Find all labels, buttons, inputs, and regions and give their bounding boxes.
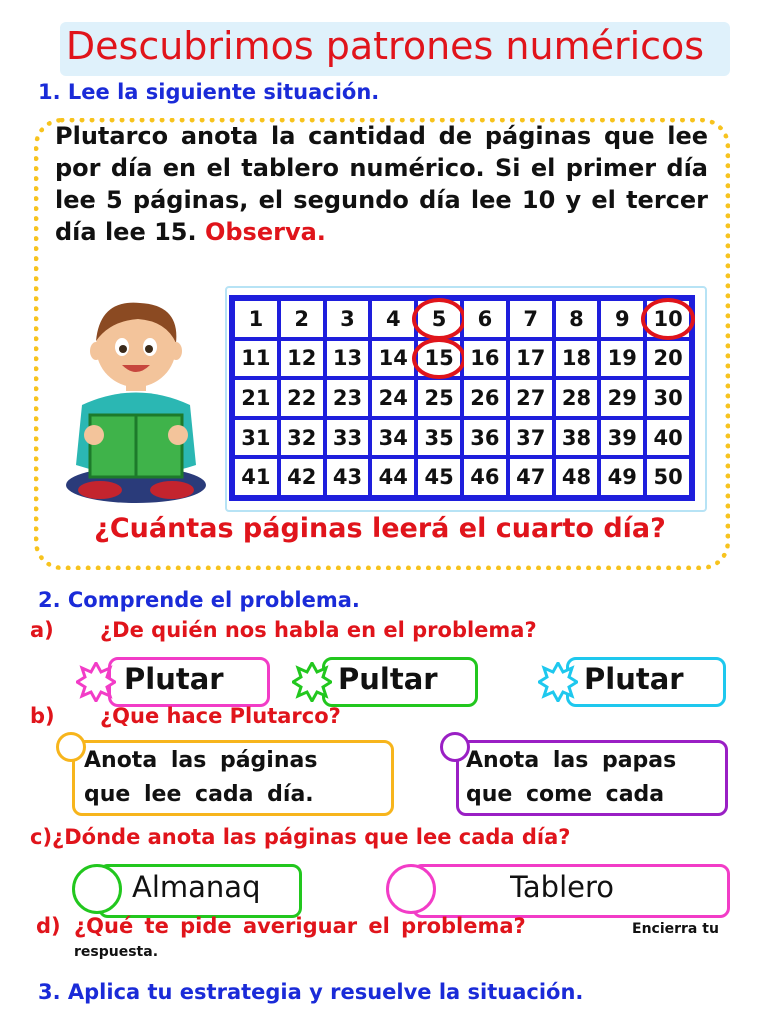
board-cell: 42: [281, 459, 323, 495]
board-cell: 1: [235, 301, 277, 337]
board-cell: 47: [510, 459, 552, 495]
starburst-pink-icon[interactable]: [76, 662, 116, 702]
board-cell: 4: [372, 301, 414, 337]
board-cell: 6: [464, 301, 506, 337]
board-cell: 9: [601, 301, 643, 337]
board-cell: 17: [510, 341, 552, 377]
option-b1-circle[interactable]: [56, 732, 86, 762]
board-cell: 5: [418, 301, 460, 337]
board-cell: 45: [418, 459, 460, 495]
board-cell: 24: [372, 380, 414, 416]
board-cell: 11: [235, 341, 277, 377]
board-cell: 26: [464, 380, 506, 416]
board-cell: 41: [235, 459, 277, 495]
board-cell: 39: [601, 420, 643, 456]
question-b-letter: b): [30, 704, 55, 728]
option-c1-circle[interactable]: [72, 864, 122, 914]
board-cell: 40: [647, 420, 689, 456]
board-cell: 43: [327, 459, 369, 495]
question-b-text: ¿Que hace Plutarco?: [100, 704, 341, 728]
board-cell: 12: [281, 341, 323, 377]
board-cell: 48: [556, 459, 598, 495]
board-cell: 36: [464, 420, 506, 456]
board-cell: 29: [601, 380, 643, 416]
board-cell: 20: [647, 341, 689, 377]
board-cell: 50: [647, 459, 689, 495]
option-a1-label: Plutar: [124, 662, 224, 696]
board-cell: 15: [418, 341, 460, 377]
number-board: [229, 295, 695, 501]
board-cell: 35: [418, 420, 460, 456]
observe-label: Observa.: [204, 218, 326, 246]
board-cell: 34: [372, 420, 414, 456]
board-cell: 28: [556, 380, 598, 416]
board-cell: 33: [327, 420, 369, 456]
option-a2-label: Pultar: [338, 662, 438, 696]
question-a-text: ¿De quién nos habla en el problema?: [100, 618, 537, 642]
option-a3-label: Plutar: [584, 662, 684, 696]
board-cell: 38: [556, 420, 598, 456]
board-cell: 3: [327, 301, 369, 337]
page-title: Descubrimos patrones numéricos: [65, 24, 705, 68]
question-d-note-2: respuesta.: [74, 944, 159, 960]
main-question: ¿Cuántas páginas leerá el cuarto día?: [94, 513, 666, 544]
question-d-text: ¿Qué te pide averiguar el problema?: [74, 914, 526, 938]
board-cell: 10: [647, 301, 689, 337]
option-c2-circle[interactable]: [386, 864, 436, 914]
board-cell: 49: [601, 459, 643, 495]
board-cell: 32: [281, 420, 323, 456]
board-cell: 18: [556, 341, 598, 377]
board-cell: 22: [281, 380, 323, 416]
board-cell: 21: [235, 380, 277, 416]
board-cell: 14: [372, 341, 414, 377]
board-cell: 2: [281, 301, 323, 337]
option-c1-label: Almanaq: [132, 870, 261, 904]
board-cell: 37: [510, 420, 552, 456]
board-cell: 31: [235, 420, 277, 456]
board-cell: 7: [510, 301, 552, 337]
section-3-heading: 3. Aplica tu estrategia y resuelve la situación.: [38, 980, 584, 1004]
board-cell: 13: [327, 341, 369, 377]
board-cell: 44: [372, 459, 414, 495]
section-1-heading: 1. Lee la siguiente situación.: [38, 80, 380, 104]
board-cell: 23: [327, 380, 369, 416]
story-paragraph: [55, 120, 708, 248]
option-c2-label: Tablero: [510, 870, 615, 904]
option-b1-text: Anota las páginas que lee cada día.: [84, 748, 318, 807]
question-d-letter: d): [36, 914, 61, 938]
story-text: Plutarco anota la cantidad de páginas que lee por día en el tablero numérico. Si el primer día lee 5 páginas, el segundo día lee 10 y el tercer día lee 15.: [55, 122, 708, 246]
question-a-letter: a): [30, 618, 54, 642]
board-cell: 30: [647, 380, 689, 416]
starburst-cyan-icon[interactable]: [538, 662, 578, 702]
board-cell: 8: [556, 301, 598, 337]
circled-number-marker: [412, 338, 466, 380]
circled-number-marker: [412, 298, 466, 340]
option-b2-text: Anota las papas que come cada: [466, 748, 677, 807]
board-cell: 25: [418, 380, 460, 416]
board-cell: 27: [510, 380, 552, 416]
section-2-heading: 2. Comprende el problema.: [38, 588, 360, 612]
circled-number-marker: [641, 298, 695, 340]
board-cell: 19: [601, 341, 643, 377]
board-cell: 16: [464, 341, 506, 377]
starburst-green-icon[interactable]: [292, 662, 332, 702]
question-d-note: Encierra tu: [632, 921, 719, 937]
boy-reading-illustration: [60, 285, 212, 507]
question-c-text: c)¿Dónde anota las páginas que lee cada día?: [30, 825, 571, 849]
board-cell: 46: [464, 459, 506, 495]
